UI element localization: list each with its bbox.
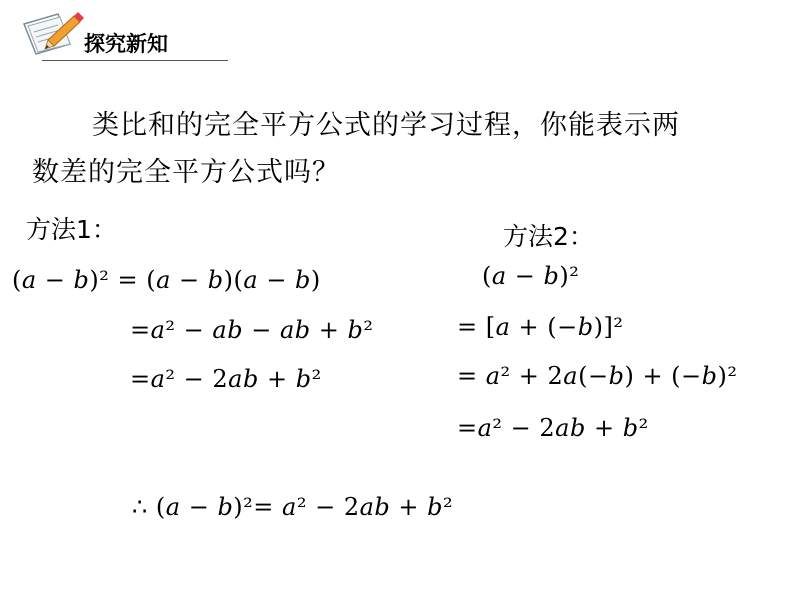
method2-step-3: = 𝑎² + 2𝑎(−𝑏) + (−𝑏)² — [457, 362, 738, 390]
method2-label: 方法2： — [503, 222, 594, 251]
question-line-1: 类比和的完全平方公式的学习过程，你能表示两 — [92, 110, 680, 141]
method1-step-3: =𝑎² − 2𝑎𝑏 + 𝑏² — [130, 365, 322, 393]
method2-step-1: (𝑎 − 𝑏)² — [482, 262, 580, 290]
question-text — [32, 102, 752, 196]
method1-step-2: =𝑎² − 𝑎𝑏 − 𝑎𝑏 + 𝑏² — [130, 316, 374, 344]
method2-step-4: =𝑎² − 2𝑎𝑏 + 𝑏² — [457, 414, 649, 442]
question-line-2: 数差的完全平方公式吗？ — [32, 157, 340, 188]
section-header — [18, 10, 208, 65]
conclusion-formula: ∴ (𝑎 − 𝑏)²= 𝑎² − 2𝑎𝑏 + 𝑏² — [132, 493, 454, 521]
section-title: 探究新知 — [84, 32, 168, 56]
method2-step-2: = [𝑎 + (−𝑏)]² — [457, 313, 624, 341]
method1-step-1: (𝑎 − 𝑏)² = (𝑎 − 𝑏)(𝑎 − 𝑏) — [12, 266, 321, 294]
notepad-pencil-icon — [18, 10, 84, 56]
method1-label: 方法1： — [26, 215, 117, 244]
header-divider — [42, 60, 228, 61]
